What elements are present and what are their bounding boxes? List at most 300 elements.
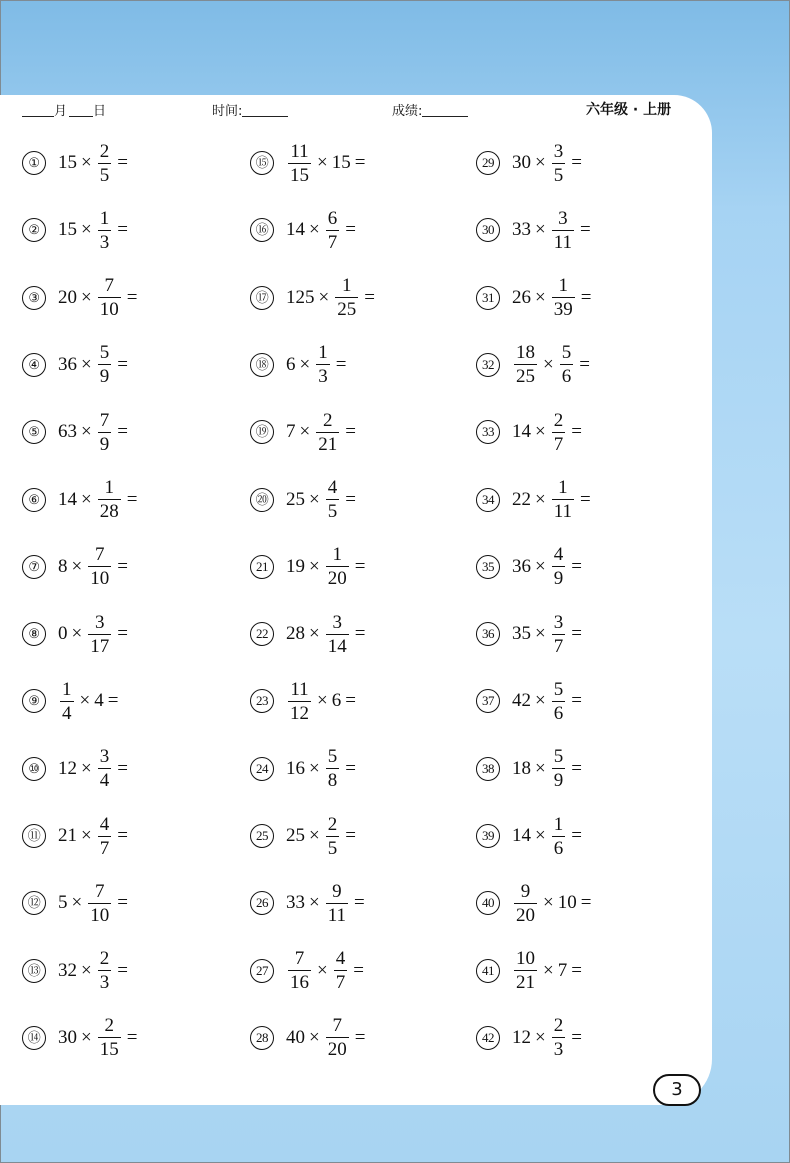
equals-sign: =	[126, 286, 138, 308]
fraction-numerator: 7	[99, 409, 110, 431]
fraction-numerator: 1	[553, 813, 564, 835]
equals-sign: =	[345, 488, 356, 510]
page-number: 3	[653, 1074, 701, 1106]
answer-blank[interactable]	[595, 490, 625, 510]
fraction-numerator: 4	[327, 477, 338, 498]
operand-integer: 33	[286, 892, 305, 914]
fraction-denominator: 9	[553, 770, 564, 792]
problem-number: 34	[476, 488, 500, 512]
operand-integer: 28	[286, 623, 305, 645]
operand-integer: 14	[286, 219, 305, 241]
times-sign: ×	[309, 892, 320, 914]
math-problem	[476, 477, 625, 523]
equals-sign: =	[117, 623, 128, 645]
equals-sign: =	[354, 555, 366, 577]
times-sign: ×	[309, 1026, 320, 1048]
operand-integer: 14	[512, 421, 531, 443]
answer-blank[interactable]	[132, 624, 162, 644]
fraction	[326, 545, 349, 588]
fraction-denominator: 5	[99, 164, 110, 186]
math-problem	[250, 746, 390, 792]
fraction	[514, 882, 537, 925]
problem-number: ⑭	[22, 1026, 46, 1050]
equals-sign: =	[571, 825, 582, 846]
equals-sign: =	[335, 353, 347, 375]
fraction-numerator: 1	[558, 275, 568, 297]
fraction-denominator: 15	[290, 164, 309, 186]
math-problem	[250, 1015, 399, 1061]
date-field[interactable]	[22, 100, 106, 119]
fraction-denominator: 6	[561, 366, 572, 388]
equals-sign: =	[571, 959, 582, 981]
fraction-denominator: 9	[99, 433, 110, 455]
problem-number: ⑰	[250, 286, 274, 310]
problem-number: ⑫	[22, 891, 46, 915]
operand-integer: 15	[58, 219, 77, 241]
fraction	[98, 411, 112, 454]
operand-integer: 10	[557, 892, 577, 914]
times-sign: ×	[309, 623, 320, 645]
times-sign: ×	[299, 353, 311, 375]
answer-blank[interactable]	[132, 220, 162, 240]
problem-number: 22	[250, 622, 274, 646]
problem-number: 38	[476, 757, 500, 781]
problem-number: ⑲	[250, 420, 274, 444]
time-label: 时间:	[212, 104, 243, 119]
answer-blank[interactable]	[586, 557, 616, 577]
fraction-denominator: 4	[62, 702, 72, 724]
answer-blank[interactable]	[369, 624, 399, 644]
fraction	[552, 815, 566, 858]
answer-blank[interactable]	[132, 153, 162, 173]
answer-blank[interactable]	[360, 422, 390, 442]
operand-integer: 8	[58, 555, 68, 577]
month-blank[interactable]	[22, 104, 54, 117]
equals-sign: =	[571, 690, 582, 712]
fraction-denominator: 9	[99, 366, 110, 388]
math-problem	[22, 678, 152, 724]
equals-sign: =	[117, 219, 128, 241]
fraction-denominator: 8	[327, 770, 338, 792]
problem-number: ⑨	[22, 689, 46, 713]
times-sign: ×	[535, 286, 546, 308]
times-sign: ×	[535, 825, 546, 846]
fraction-numerator: 1	[332, 544, 342, 566]
answer-blank[interactable]	[379, 288, 409, 308]
operand-integer: 36	[58, 353, 77, 375]
fraction	[552, 613, 566, 656]
operand-integer: 63	[58, 421, 77, 443]
fraction	[316, 411, 339, 454]
score-field[interactable]	[392, 100, 468, 119]
math-problem	[250, 544, 399, 590]
answer-blank[interactable]	[586, 691, 616, 711]
problem-number: ③	[22, 286, 46, 310]
answer-blank[interactable]	[360, 826, 390, 846]
answer-blank[interactable]	[595, 220, 625, 240]
math-problem	[22, 477, 171, 523]
month-label: 月	[54, 104, 68, 119]
answer-blank[interactable]	[369, 893, 399, 913]
fraction	[98, 747, 112, 790]
fraction-denominator: 5	[327, 837, 338, 859]
answer-blank[interactable]	[586, 153, 616, 173]
answer-blank[interactable]	[594, 355, 624, 375]
math-problem	[476, 1015, 616, 1061]
fraction	[98, 343, 112, 386]
problem-number: 32	[476, 353, 500, 377]
problem-number: ⑧	[22, 622, 46, 646]
fraction-denominator: 20	[327, 568, 347, 590]
answer-blank[interactable]	[132, 759, 162, 779]
fraction	[334, 949, 348, 992]
equals-sign: =	[345, 219, 356, 241]
operand-integer: 14	[58, 488, 77, 510]
fraction-denominator: 7	[335, 972, 346, 994]
problem-number: 36	[476, 622, 500, 646]
times-sign: ×	[535, 152, 546, 173]
fraction-denominator: 7	[553, 433, 564, 455]
fraction-numerator: 2	[99, 948, 110, 970]
equals-sign: =	[126, 488, 138, 510]
problem-number: ⑮	[250, 151, 274, 175]
math-problem	[22, 611, 162, 657]
fraction-numerator: 5	[561, 342, 572, 364]
equals-sign: =	[580, 892, 592, 914]
fraction	[335, 276, 358, 319]
fraction-denominator: 10	[90, 904, 110, 926]
fraction-denominator: 7	[327, 231, 338, 253]
fraction-numerator: 11	[290, 678, 309, 700]
equals-sign: =	[571, 421, 582, 443]
answer-blank[interactable]	[132, 893, 162, 913]
answer-blank[interactable]	[132, 557, 162, 577]
fraction-numerator: 4	[553, 544, 564, 566]
math-problem	[250, 477, 390, 523]
problem-number: ⑦	[22, 555, 46, 579]
equals-sign: =	[117, 353, 128, 375]
answer-blank[interactable]	[369, 1028, 399, 1048]
fraction-denominator: 25	[337, 299, 357, 321]
fraction	[560, 343, 574, 386]
problem-number: 30	[476, 218, 500, 242]
times-sign: ×	[81, 959, 92, 981]
math-problem	[476, 611, 616, 657]
fraction	[552, 1016, 566, 1059]
times-sign: ×	[299, 421, 311, 443]
equals-sign: =	[117, 959, 128, 981]
fraction-denominator: 4	[99, 770, 110, 792]
math-problem	[22, 1015, 171, 1061]
times-sign: ×	[543, 892, 554, 914]
day-blank[interactable]	[69, 104, 93, 117]
math-problem	[250, 678, 390, 724]
equals-sign: =	[117, 152, 128, 173]
operand-integer: 15	[331, 152, 351, 173]
math-problem	[250, 342, 380, 388]
operand-integer: 125	[286, 286, 315, 308]
answer-blank[interactable]	[586, 624, 616, 644]
fraction-numerator: 6	[327, 207, 338, 229]
equals-sign: =	[345, 690, 356, 712]
fraction-denominator: 28	[99, 501, 119, 522]
operand-integer: 19	[286, 555, 305, 577]
equals-sign: =	[571, 555, 582, 577]
fraction-denominator: 3	[99, 231, 110, 253]
fraction-numerator: 5	[553, 678, 564, 700]
fraction-numerator: 4	[335, 948, 346, 970]
times-sign: ×	[543, 353, 554, 375]
fraction-denominator: 9	[553, 568, 564, 590]
fraction-numerator: 9	[332, 880, 342, 902]
answer-blank[interactable]	[586, 961, 616, 981]
fraction-numerator: 7	[94, 544, 105, 566]
problem-number: ⑬	[22, 959, 46, 983]
answer-blank[interactable]	[141, 288, 171, 308]
fraction-denominator: 7	[99, 837, 110, 859]
problem-number: ⑪	[22, 824, 46, 848]
answer-blank[interactable]	[586, 1028, 616, 1048]
answer-blank[interactable]	[369, 153, 399, 173]
equals-sign: =	[345, 825, 356, 846]
equals-sign: =	[107, 690, 119, 712]
times-sign: ×	[317, 152, 328, 173]
times-sign: ×	[71, 555, 83, 577]
equals-sign: =	[117, 825, 128, 846]
fraction-denominator: 15	[99, 1039, 119, 1061]
problem-number: 31	[476, 286, 500, 310]
fraction-denominator: 3	[318, 366, 328, 388]
fraction-numerator: 9	[520, 880, 531, 902]
equals-sign: =	[117, 892, 128, 914]
operand-integer: 22	[512, 488, 531, 510]
times-sign: ×	[535, 488, 546, 510]
fraction-numerator: 7	[104, 275, 114, 297]
fraction	[288, 142, 311, 185]
fraction	[316, 343, 330, 386]
fraction	[514, 949, 537, 992]
math-problem	[250, 948, 398, 994]
math-problem	[22, 544, 162, 590]
fraction-denominator: 5	[553, 164, 564, 186]
problem-number: ④	[22, 353, 46, 377]
problem-number: ⑩	[22, 757, 46, 781]
problem-number: 35	[476, 555, 500, 579]
operand-integer: 36	[512, 555, 531, 577]
answer-blank[interactable]	[369, 557, 399, 577]
math-problem	[476, 275, 625, 321]
day-label: 日	[93, 104, 107, 119]
fraction-numerator: 1	[558, 477, 568, 498]
fraction	[552, 276, 575, 319]
answer-blank[interactable]	[360, 691, 390, 711]
fraction-numerator: 7	[94, 880, 105, 902]
fraction	[552, 747, 566, 790]
times-sign: ×	[309, 488, 320, 510]
operand-integer: 7	[557, 959, 568, 981]
times-sign: ×	[81, 421, 92, 443]
equals-sign: =	[354, 1026, 366, 1048]
problem-number: 26	[250, 891, 274, 915]
problem-number: 23	[250, 689, 274, 713]
score-label: 成绩:	[392, 104, 423, 119]
answer-blank[interactable]	[586, 826, 616, 846]
fraction-denominator: 16	[290, 972, 309, 994]
problem-number: ⑯	[250, 218, 274, 242]
fraction-denominator: 25	[516, 366, 535, 388]
score-blank[interactable]	[422, 104, 468, 117]
fraction	[326, 478, 340, 521]
operand-integer: 15	[58, 152, 77, 173]
fraction-numerator: 1	[62, 678, 72, 700]
operand-integer: 4	[94, 690, 104, 712]
math-problem	[476, 544, 616, 590]
answer-blank[interactable]	[122, 691, 152, 711]
problem-number: 29	[476, 151, 500, 175]
fraction-denominator: 5	[327, 501, 338, 522]
problem-number: 24	[250, 757, 274, 781]
fraction	[288, 949, 311, 992]
fraction-denominator: 10	[90, 568, 110, 590]
equals-sign: =	[580, 219, 591, 241]
answer-blank[interactable]	[360, 220, 390, 240]
fraction	[98, 815, 112, 858]
time-blank[interactable]	[242, 104, 288, 117]
fraction	[326, 747, 340, 790]
fraction-denominator: 20	[516, 904, 535, 926]
answer-blank[interactable]	[132, 826, 162, 846]
answer-blank[interactable]	[586, 759, 616, 779]
math-problem	[250, 880, 399, 926]
operand-integer: 7	[286, 421, 296, 443]
math-problem	[476, 746, 616, 792]
math-problem	[476, 678, 616, 724]
answer-blank[interactable]	[595, 288, 625, 308]
fraction-denominator: 20	[327, 1039, 347, 1061]
fraction-denominator: 14	[327, 635, 347, 657]
fraction-numerator: 3	[558, 207, 568, 229]
fraction	[326, 1016, 349, 1059]
math-problem	[22, 342, 162, 388]
answer-blank[interactable]	[595, 893, 625, 913]
equals-sign: =	[354, 152, 366, 173]
math-problem	[22, 948, 162, 994]
fraction-denominator: 21	[516, 972, 535, 994]
operand-integer: 30	[58, 1026, 77, 1048]
fraction-numerator: 2	[553, 409, 564, 431]
operand-integer: 18	[512, 757, 531, 779]
answer-blank[interactable]	[368, 961, 398, 981]
problem-number: ⑱	[250, 353, 274, 377]
fraction-denominator: 21	[318, 433, 338, 455]
times-sign: ×	[318, 286, 330, 308]
times-sign: ×	[81, 488, 92, 510]
fraction-numerator: 1	[318, 342, 328, 364]
times-sign: ×	[317, 690, 328, 712]
fraction-denominator: 7	[553, 635, 564, 657]
answer-blank[interactable]	[132, 961, 162, 981]
times-sign: ×	[535, 555, 546, 577]
fraction-numerator: 3	[99, 746, 110, 768]
math-problem	[476, 207, 625, 253]
answer-blank[interactable]	[360, 759, 390, 779]
operand-integer: 25	[286, 488, 305, 510]
fraction-numerator: 3	[553, 140, 564, 162]
fraction-denominator: 11	[553, 501, 573, 522]
fraction	[326, 613, 349, 656]
equals-sign: =	[571, 152, 582, 173]
times-sign: ×	[81, 825, 92, 846]
answer-blank[interactable]	[132, 355, 162, 375]
fraction-numerator: 7	[294, 948, 305, 970]
problem-number: 42	[476, 1026, 500, 1050]
fraction-denominator: 39	[553, 299, 573, 321]
answer-blank[interactable]	[350, 355, 380, 375]
equals-sign: =	[580, 488, 591, 510]
problem-number: 33	[476, 420, 500, 444]
math-problem	[250, 140, 399, 186]
fraction-denominator: 6	[553, 702, 564, 724]
answer-blank[interactable]	[586, 422, 616, 442]
math-problem	[250, 207, 390, 253]
math-problem	[476, 948, 616, 994]
fraction	[552, 680, 566, 723]
fraction	[514, 343, 537, 386]
answer-blank[interactable]	[360, 490, 390, 510]
times-sign: ×	[81, 1026, 92, 1048]
fraction-denominator: 10	[99, 299, 119, 321]
problem-number: ⑳	[250, 488, 274, 512]
fraction-denominator: 6	[553, 837, 564, 859]
time-field[interactable]	[212, 100, 288, 119]
equals-sign: =	[345, 757, 356, 779]
fraction-numerator: 1	[104, 477, 114, 498]
math-problem	[476, 140, 616, 186]
equals-sign: =	[345, 421, 356, 443]
operand-integer: 16	[286, 757, 305, 779]
math-problem	[22, 813, 162, 859]
fraction-numerator: 11	[290, 140, 309, 162]
fraction	[98, 209, 112, 252]
fraction	[88, 882, 111, 925]
fraction-numerator: 2	[322, 409, 333, 431]
fraction-numerator: 1	[341, 275, 352, 297]
operand-integer: 33	[512, 219, 531, 241]
times-sign: ×	[535, 623, 546, 645]
fraction-numerator: 5	[327, 746, 338, 768]
equals-sign: =	[571, 623, 582, 645]
problem-number: 37	[476, 689, 500, 713]
fraction-denominator: 3	[99, 972, 110, 994]
answer-blank[interactable]	[141, 1028, 171, 1048]
operand-integer: 12	[512, 1026, 531, 1048]
fraction	[552, 411, 566, 454]
worksheet-header	[22, 100, 682, 122]
times-sign: ×	[81, 286, 92, 308]
math-problem	[476, 880, 625, 926]
answer-blank[interactable]	[141, 490, 171, 510]
operand-integer: 20	[58, 286, 77, 308]
operand-integer: 5	[58, 892, 68, 914]
times-sign: ×	[543, 959, 554, 981]
math-problem	[476, 342, 624, 388]
equals-sign: =	[117, 555, 128, 577]
fraction	[98, 276, 121, 319]
equals-sign: =	[354, 623, 366, 645]
answer-blank[interactable]	[132, 422, 162, 442]
problem-number: ②	[22, 218, 46, 242]
times-sign: ×	[535, 757, 546, 779]
